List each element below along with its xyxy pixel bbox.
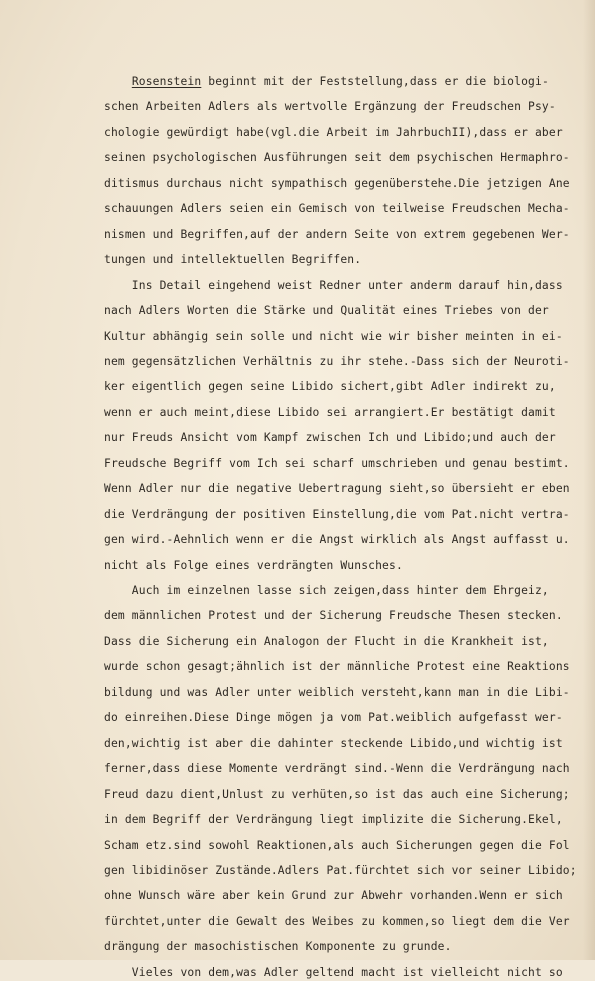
text-line (104, 863, 577, 879)
line-text: Kultur abhängig sein solle und nicht wie wir bisher meinten in ei- (104, 329, 563, 343)
paragraph-indent (104, 75, 132, 88)
line-text: nismen und Begriffen,auf der andern Seite von extrem gegebenen Wer- (104, 227, 570, 241)
line-text: seinen psychologischen Ausführungen seit dem psychischen Hermaphro- (104, 151, 570, 165)
line-text: nur Freuds Ansicht vom Kampf zwischen Ich und Libido;und auch der (104, 431, 556, 445)
text-line (104, 329, 563, 345)
text-line (104, 812, 563, 828)
line-text: Wenn Adler nur die negative Uebertragung sieht,so übersieht er eben (104, 482, 570, 496)
line-text: den,wichtig ist aber die dahinter steckende Libido,und wichtig ist (104, 736, 563, 750)
line-text: Vieles von dem,was Adler geltend macht ist vielleicht nicht so (104, 965, 563, 979)
text-line (104, 405, 556, 421)
text-line (104, 634, 549, 650)
line-text: drängung der masochistischen Komponente zu grunde. (104, 940, 452, 954)
text-line (104, 201, 570, 217)
text-line (104, 125, 563, 141)
line-text: fürchtet,unter die Gewalt des Weibes zu kommen,so liegt dem die Ver (104, 914, 570, 928)
text-line (104, 761, 570, 777)
text-line (104, 430, 556, 446)
text-line (104, 558, 403, 574)
line-text: schen Arbeiten Adlers als wertvolle Ergänzung der Freudschen Psy- (104, 100, 556, 114)
line-text: Ins Detail eingehend weist Redner unter anderm darauf hin,dass (104, 278, 563, 292)
line-text: in dem Begriff der Verdrängung liegt implizite die Sicherung.Ekel, (104, 813, 563, 827)
underlined-speaker-name: Rosenstein (131, 75, 202, 88)
text-line (104, 354, 570, 370)
line-text: gen libidinöser Zustände.Adlers Pat.fürchtet sich vor seiner Libido; (104, 863, 577, 877)
text-line (104, 838, 570, 854)
line-text: tungen und intellektuellen Begriffen. (104, 253, 362, 267)
text-line (104, 74, 549, 90)
text-line (104, 965, 563, 981)
text-line (104, 939, 452, 955)
text-line (104, 176, 570, 192)
line-text: nach Adlers Worten die Stärke und Qualität eines Triebes von der (104, 304, 549, 318)
line-text: bildung und was Adler unter weiblich versteht,kann man in die Libi- (104, 685, 570, 699)
text-line (104, 150, 570, 166)
text-line (104, 456, 570, 472)
line-text: gen wird.-Aehnlich wenn er die Angst wirklich als Angst auffasst u. (104, 533, 570, 547)
text-line (104, 481, 570, 497)
line-text: ohne Wunsch wäre aber kein Grund zur Abwehr vorhanden.Wenn er sich (104, 889, 563, 903)
text-line (104, 608, 563, 624)
text-line (104, 914, 570, 930)
text-line (104, 252, 361, 268)
line-text: ferner,dass diese Momente verdrängt sind.-Wenn die Verdrängung nach (104, 762, 570, 776)
line-text: beginnt mit der Feststellung,dass er die biologi- (201, 75, 549, 88)
text-line (104, 685, 570, 701)
line-text: schauungen Adlers seien ein Gemisch von teilweise Freudschen Mecha- (104, 202, 570, 216)
line-text: ker eigentlich gegen seine Libido sichert,gibt Adler indirekt zu, (104, 380, 556, 394)
text-line (104, 227, 570, 243)
text-line (104, 888, 563, 904)
line-text: dem männlichen Protest und der Sicherung Freudsche Thesen stecken. (104, 609, 563, 623)
line-text: ditismus durchaus nicht sympathisch gegenüberstehe.Die jetzigen Ane (104, 176, 570, 190)
line-text: chologie gewürdigt habe(vgl.die Arbeit im JahrbuchII),dass er aber (104, 125, 563, 139)
line-text: wenn er auch meint,diese Libido sei arrangiert.Er bestätigt damit (104, 405, 556, 419)
line-text: do einreihen.Diese Dinge mögen ja vom Pat.weiblich aufgefasst wer- (104, 711, 563, 725)
line-text: nem gegensätzlichen Verhältnis zu ihr stehe.-Dass sich der Neuroti- (104, 354, 570, 368)
line-text: wurde schon gesagt;ähnlich ist der männliche Protest eine Reaktions (104, 660, 570, 674)
text-line (104, 303, 549, 319)
text-line (104, 736, 563, 752)
line-text: nicht als Folge eines verdrängten Wunsches. (104, 558, 403, 572)
text-line (104, 659, 570, 675)
line-text: Auch im einzelnen lasse sich zeigen,dass hinter dem Ehrgeiz, (104, 584, 549, 597)
text-line (104, 583, 549, 599)
line-text: Freud dazu dient,Unlust zu verhüten,so ist das auch eine Sicherung; (104, 787, 570, 801)
text-line (104, 278, 563, 294)
line-text: Freudsche Begriff vom Ich sei scharf umschrieben und genau bestimt. (104, 456, 570, 470)
text-line (104, 532, 570, 548)
text-line (104, 99, 556, 115)
text-line (104, 710, 563, 726)
line-text: die Verdrängung der positiven Einstellung,die vom Pat.nicht vertra- (104, 507, 570, 521)
text-line (104, 787, 570, 803)
line-text: Scham etz.sind sowohl Reaktionen,als auch Sicherungen gegen die Fol (104, 838, 570, 852)
line-text: Dass die Sicherung ein Analogon der Flucht in die Krankheit ist, (104, 634, 549, 648)
text-line (104, 507, 570, 523)
text-line (104, 379, 556, 395)
